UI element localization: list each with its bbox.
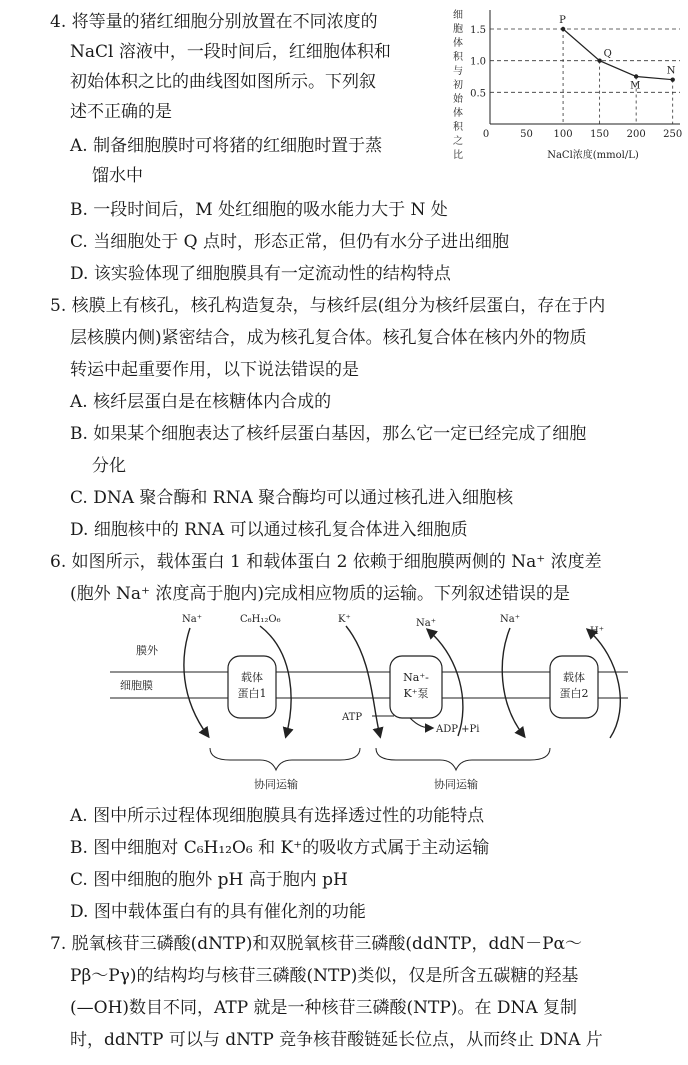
ylabel-char: 体 [453, 38, 463, 49]
q6-option-d: D. 图中载体蛋白有的具有催化剂的功能 [70, 902, 366, 922]
q4-chart [450, 0, 685, 175]
x-tick-label: 0 [482, 129, 490, 140]
q5-stem-line-1: 5. 核膜上有核孔，核孔构造复杂，与核纤层(组分为核纤层蛋白，存在于内 [50, 296, 606, 316]
y-tick-label: 0.5 [470, 88, 486, 100]
ylabel-char: 与 [453, 66, 463, 77]
q5-option-b: B. 如果某个细胞表达了核纤层蛋白基因，那么它一定已经完成了细胞 [70, 424, 587, 444]
point-label: P [559, 15, 566, 26]
q6-option-c: C. 图中细胞的胞外 pH 高于胞内 pH [70, 870, 348, 890]
ylabel-char: 细 [453, 10, 463, 21]
q7-stem-line-1: 7. 脱氧核苷三磷酸(dNTP)和双脱氧核苷三磷酸(ddNTP，ddN－Pα～ [50, 934, 583, 954]
carrier-2-label-line1: 载体 [563, 671, 585, 684]
ylabel-char: 积 [453, 122, 463, 133]
arrow-na-in-carrier1 [184, 628, 208, 736]
q4-stem-line-4: 述不正确的是 [70, 102, 172, 122]
data-point [597, 58, 601, 62]
x-tick-label: 150 [590, 129, 610, 140]
point-label: Q [603, 48, 612, 60]
q4-option-d: D. 该实验体现了细胞膜具有一定流动性的结构特点 [70, 264, 451, 284]
carrier-1-label-line2: 蛋白1 [237, 687, 267, 700]
q7-stem-line-2: Pβ～Pγ)的结构均与核苷三磷酸(NTP)类似，仅是所含五碳糖的羟基 [70, 966, 579, 986]
q4-option-a: A. 制备细胞膜时可将猪的红细胞时置于蒸 [70, 136, 383, 156]
q4-stem-line-1: 4. 将等量的猪红细胞分别放置在不同浓度的 [50, 12, 378, 32]
chart-ylabel [453, 9, 464, 161]
q4-stem-line-2: NaCl 溶液中，一段时间后，红细胞体积和 [70, 42, 391, 62]
x-tick-label: 100 [553, 129, 573, 140]
na-label-3: Na⁺ [500, 614, 520, 625]
q5-option-d: D. 细胞核中的 RNA 可以通过核孔复合体进入细胞质 [70, 520, 468, 540]
q6-option-a: A. 图中所示过程体现细胞膜具有选择透过性的功能特点 [70, 806, 485, 826]
q4-option-c: C. 当细胞处于 Q 点时，形态正常，但仍有水分子进出细胞 [70, 232, 509, 252]
y-tick-label: 1.5 [470, 25, 486, 36]
q7-stem-line-3: (—OH)数目不同，ATP 就是一种核苷三磷酸(NTP)。在 DNA 复制 [70, 998, 578, 1018]
series-line [563, 29, 673, 80]
ylabel-char: 比 [453, 150, 463, 161]
k-label: K⁺ [338, 614, 351, 625]
ylabel-char: 积 [453, 52, 463, 63]
arrow-na-in-carrier2 [502, 628, 524, 736]
arrow-atp-to-adp [410, 718, 432, 728]
cotransport-label-2: 协同运输 [434, 778, 478, 791]
q6-membrane-figure [110, 608, 630, 798]
data-point [670, 77, 674, 81]
q6-stem-line-2: (胞外 Na⁺ 浓度高于胞内)完成相应物质的运输。下列叙述错误的是 [70, 584, 571, 604]
y-tick-label: 1.0 [470, 56, 486, 68]
x-tick-label: 50 [520, 129, 533, 140]
x-tick-label: 250 [663, 129, 683, 140]
q4-option-a-cont: 馏水中 [92, 166, 143, 186]
cotransport-label-1: 协同运输 [254, 778, 298, 791]
h-label: H⁺ [590, 626, 604, 637]
ylabel-char: 始 [453, 94, 463, 105]
na-label-2: Na⁺ [416, 618, 436, 629]
q5-option-a: A. 核纤层蛋白是在核糖体内合成的 [70, 392, 332, 412]
point-label: N [666, 65, 676, 77]
cotransport-brace-2 [376, 748, 550, 770]
pump-label-line2: K⁺泵 [403, 687, 429, 700]
q4-option-b: B. 一段时间后，M 处红细胞的吸水能力大于 N 处 [70, 200, 448, 220]
ylabel-char: 之 [453, 136, 463, 147]
q5-option-c: C. DNA 聚合酶和 RNA 聚合酶均可以通过核孔进入细胞核 [70, 488, 514, 508]
q6-option-b: B. 图中细胞对 C₆H₁₂O₆ 和 K⁺的吸收方式属于主动运输 [70, 838, 490, 858]
cotransport-brace-1 [210, 748, 360, 770]
carrier-1-label-line1: 载体 [241, 671, 263, 684]
point-label: M [630, 80, 641, 92]
ylabel-char: 体 [453, 108, 463, 119]
q5-stem-line-2: 层核膜内侧)紧密结合，成为核孔复合体。核孔复合体在核内外的物质 [70, 328, 587, 348]
q6-stem-line-1: 6. 如图所示，载体蛋白 1 和载体蛋白 2 依赖于细胞膜两侧的 Na⁺ 浓度差 [50, 552, 602, 572]
q5-stem-line-3: 转运中起重要作用，以下说法错误的是 [70, 360, 359, 380]
pump-label-line1: Na⁺- [403, 671, 429, 684]
outside-label: 膜外 [136, 644, 158, 657]
data-point [561, 27, 565, 31]
chart-xlabel: NaCl浓度(mmol/L) [547, 150, 639, 161]
x-tick-label: 200 [626, 129, 646, 140]
ylabel-char: 胞 [453, 24, 463, 35]
data-point [634, 74, 638, 78]
membrane-label: 细胞膜 [120, 679, 153, 692]
atp-label: ATP [342, 712, 363, 723]
adp-label: ADP +Pi [436, 724, 480, 735]
ylabel-char: 初 [453, 80, 463, 91]
q7-stem-line-4: 时，ddNTP 可以与 dNTP 竞争核苷酸链延长位点，从而终止 DNA 片 [70, 1030, 603, 1050]
q4-stem-line-3: 初始体积之比的曲线图如图所示。下列叙 [70, 72, 376, 92]
q5-option-b-cont: 分化 [92, 456, 126, 476]
glucose-label: C₆H₁₂O₆ [240, 614, 281, 625]
carrier-2-label-line2: 蛋白2 [559, 687, 589, 700]
na-label-1: Na⁺ [182, 614, 202, 625]
